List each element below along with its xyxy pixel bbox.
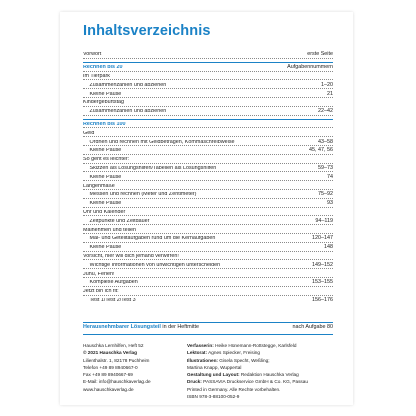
toc-entry-text: Messen und rechnen (Meter und Zentimeter) xyxy=(89,192,197,198)
credit-label: Illustrationen: xyxy=(187,357,218,363)
toc-row xyxy=(83,234,333,243)
credit-value: Gisela Specht, Weßling; xyxy=(218,357,270,363)
toc-entry-page: 43–58 xyxy=(318,138,333,145)
toc-list xyxy=(83,50,333,303)
toc-row xyxy=(83,296,333,304)
toc-entry-text: Skizzen als Lösungshilfen/Tabellen als Lösungshilfen xyxy=(89,165,217,171)
toc-entry-page: 1–20 xyxy=(321,81,333,88)
toc-entry-text: So geht es leichter: xyxy=(83,157,130,163)
toc-entry-text: Im Tierpark xyxy=(83,73,110,79)
imprint-line: Lilienthalstr. 1, 82178 Puchheim xyxy=(83,357,150,363)
credit-line xyxy=(187,386,337,393)
toc-entry-page: 94–119 xyxy=(315,217,333,224)
toc-row xyxy=(83,137,333,146)
toc-entry-page: 153–155 xyxy=(312,279,333,286)
credit-value: Redaktion Hauschka Verlag xyxy=(239,372,299,378)
toc-entry-text: Kleine Pause xyxy=(89,174,122,180)
toc-entry-page: 120–147 xyxy=(312,235,333,242)
toc-row xyxy=(83,146,333,155)
toc-entry-text: Zusammenzählen und abziehen xyxy=(89,109,167,115)
imprint-line: E-Mail: info@hauschkaverlag.de xyxy=(83,379,151,385)
credit-label: Gestaltung und Layout: xyxy=(187,372,240,378)
toc-entry-text: Komplexe Aufgaben xyxy=(89,280,138,286)
toc-entry-text: Juhu, Ferien! xyxy=(83,271,115,277)
imprint-credits xyxy=(187,342,337,400)
toc-entry-page: 74 xyxy=(327,173,333,180)
credit-value: Agnes Spiecker, Freising xyxy=(207,350,260,356)
toc-row xyxy=(83,252,333,261)
toc-row xyxy=(83,199,333,208)
toc-entry-text: Längenmaße xyxy=(83,183,115,189)
toc-entry-text: Kleine Pause xyxy=(89,245,122,251)
toc-entry-text: Zeitpunkte und Zeitdauer xyxy=(89,218,150,224)
toc-row xyxy=(83,243,333,252)
toc-entry-page: erste Seite xyxy=(307,51,333,58)
credit-line xyxy=(187,393,337,400)
divider xyxy=(83,334,333,335)
page-title: Inhaltsverzeichnis xyxy=(83,23,211,39)
toc-row xyxy=(83,208,333,217)
toc-row xyxy=(83,190,333,199)
imprint-line: Hauschka Lernhilfen, Heft 52 xyxy=(83,343,144,348)
imprint-publisher xyxy=(83,342,198,393)
toc-entry-text: Wichtige Informationen von unwichtigen unterscheiden xyxy=(89,262,221,268)
credit-label: Verfasserin: xyxy=(187,343,214,348)
toc-row xyxy=(83,225,333,234)
toc-row xyxy=(83,287,333,296)
toc-entry-text: Test 1/Test 2/Test 3 xyxy=(89,297,136,303)
toc-row xyxy=(83,107,333,116)
toc-row xyxy=(83,216,333,225)
toc-row xyxy=(83,155,333,164)
toc-row xyxy=(83,278,333,287)
toc-entry-text: Uhr und Kalender xyxy=(83,209,126,215)
toc-section-row xyxy=(83,62,333,72)
credit-value: PASSAVIA Druckservice GmbH & Co. KG, Passau xyxy=(201,379,308,385)
credit-line xyxy=(187,364,337,371)
toc-row xyxy=(83,172,333,181)
loesungsteil-row xyxy=(83,325,333,330)
loesungsteil-page: nach Aufgabe 80 xyxy=(292,324,333,330)
toc-entry-page: 75–92 xyxy=(318,191,333,198)
toc-entry-page: 59–73 xyxy=(318,164,333,171)
toc-entry-text: Geld xyxy=(83,130,95,136)
toc-section-row xyxy=(83,119,333,129)
toc-row xyxy=(83,89,333,98)
toc-entry-page: 93 xyxy=(327,200,333,207)
toc-row xyxy=(83,98,333,107)
toc-row xyxy=(83,72,333,81)
toc-entry-text: Ordnen und rechnen mit Geldbeträgen, Kommaschreibweise xyxy=(89,139,235,145)
toc-row xyxy=(83,80,333,89)
toc-entry-page: Aufgabennummern xyxy=(287,64,333,71)
toc-entry-text: Kleine Pause xyxy=(89,148,122,154)
credit-value: Martina Knapp, Wuppertal xyxy=(187,364,242,370)
imprint-line: Fax +49 89 8940667-69 xyxy=(83,372,133,378)
toc-row xyxy=(83,50,333,59)
credit-label: Druck: xyxy=(187,379,202,385)
credit-line xyxy=(187,357,337,364)
imprint-line: www.hauschkaverlag.de xyxy=(83,386,134,392)
toc-entry-page: 149–152 xyxy=(312,261,333,268)
toc-entry-text: Vorsicht, hier will dich jemand verwirren! xyxy=(83,253,179,259)
toc-row xyxy=(83,269,333,278)
toc-entry-text: Kleine Pause xyxy=(89,201,122,207)
toc-entry-page: 148 xyxy=(324,244,333,251)
credit-value: Printed in Germany. Alle Rechte vorbehalten. xyxy=(187,386,281,392)
toc-entry-page: 45, 47, 56 xyxy=(309,147,333,154)
toc-entry-page: 21 xyxy=(327,90,333,97)
credit-value: Heike Hünemann-Rottstegge, Karlsfeld xyxy=(213,343,297,348)
loesungsteil-label: Herausnehmbarer Lösungsteil xyxy=(83,324,161,330)
credit-line xyxy=(187,349,337,356)
toc-entry-text: Kindergeburtstag xyxy=(83,100,125,106)
loesungsteil-text: in der Heftmitte xyxy=(160,324,199,330)
toc-entry-text: Malnehmen und teilen xyxy=(83,227,137,233)
toc-entry-page: 22–42 xyxy=(318,108,333,115)
toc-entry-page: 156–176 xyxy=(312,296,333,303)
toc-entry-text: Kleine Pause xyxy=(89,91,122,97)
divider xyxy=(83,322,333,323)
credit-label: Lektorat: xyxy=(187,350,208,356)
toc-row xyxy=(83,181,333,190)
credit-value: ISBN 978-3-88100-052-9 xyxy=(187,394,240,400)
toc-entry-text: Jetzt bin ich fit: xyxy=(83,289,119,295)
document-page xyxy=(60,12,353,405)
toc-entry-text: Rechnen bis 20 xyxy=(83,65,123,71)
toc-row xyxy=(83,128,333,137)
imprint-line: © 2021 Hauschka Verlag xyxy=(83,350,138,356)
imprint-line: Telefon +49 89 8940667-0 xyxy=(83,364,138,370)
toc-entry-text: Rechnen bis 100 xyxy=(83,121,126,127)
credit-line xyxy=(187,342,337,349)
credit-line xyxy=(187,371,337,378)
toc-entry-text: Zusammenzählen und abziehen xyxy=(89,82,167,88)
toc-row xyxy=(83,260,333,269)
toc-row xyxy=(83,164,333,173)
credit-line xyxy=(187,378,337,385)
toc-entry-text: Vorwort xyxy=(83,52,102,58)
toc-entry-text: Mal- und Geteiltaufgaben rund um die Kernaufgaben xyxy=(89,236,216,242)
